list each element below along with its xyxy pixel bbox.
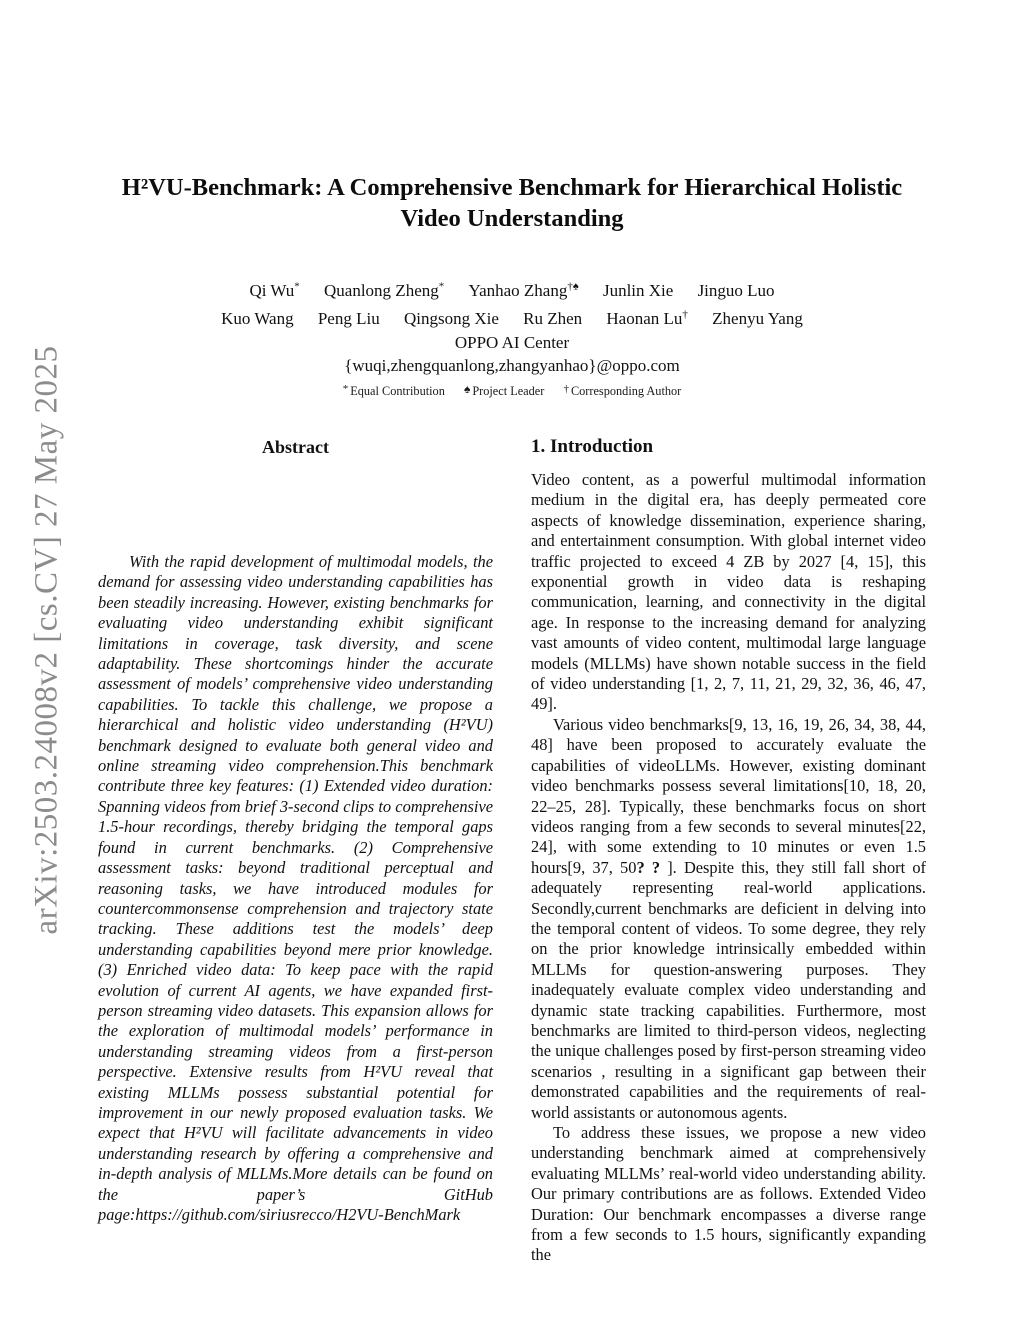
author: Kuo Wang xyxy=(221,309,294,329)
note-corresponding-author: † Corresponding Author xyxy=(563,383,682,399)
author-row-2 xyxy=(0,303,1024,332)
right-column xyxy=(531,436,926,1266)
paper-title-line2: Video Understanding xyxy=(400,205,624,232)
introduction-heading: 1. Introduction xyxy=(531,436,654,457)
author: Zhenyu Yang xyxy=(712,309,803,329)
author: Ru Zhen xyxy=(523,309,583,329)
author: Jinguo Luo xyxy=(697,280,775,300)
missing-reference-marks: ? ? xyxy=(636,857,661,877)
affiliation: OPPO AI Center xyxy=(454,333,570,353)
author-superscript: * xyxy=(294,280,300,292)
author-notes xyxy=(0,381,1024,399)
left-column xyxy=(98,436,493,1266)
author-row-1 xyxy=(0,274,1024,303)
paper-header xyxy=(0,172,1024,399)
author: Haonan Lu† xyxy=(606,308,688,329)
author-block xyxy=(0,274,1024,399)
author: Quanlong Zheng* xyxy=(324,280,445,300)
author: Peng Liu xyxy=(317,309,380,329)
note-equal-contribution: * Equal Contribution xyxy=(342,383,445,399)
author: Junlin Xie xyxy=(602,280,674,300)
author: Yanhao Zhang†♠ xyxy=(468,280,579,300)
paper-title xyxy=(0,172,1024,234)
abstract-text: With the rapid development of multimodal models, the demand for assessing video understanding capabilities has been steadily increasing. However, existing benchmarks for evaluating video understanding exhibit significant limitations in coverage, task diversity, and scene adaptability. These shortcomings hinder the accurate assessment of models’ comprehensive video understanding capabilities. To tackle this challenge, we propose a hierarchical and holistic video understanding (H²VU) benchmark designed to evaluate both general video and online streaming video comprehension.This benchmark contribute three key features: (1) Extended video duration: Spanning videos from brief 3-second clips to comprehensive 1.5-hour recordings, thereby bridging the temporal gaps found in current benchmarks. (2) Comprehensive assessment tasks: beyond traditional perceptual and reasoning tasks, we have introduced modules for countercommonsense comprehension and trajectory state tracking. These additions test the models’ deep understanding capabilities beyond mere prior knowledge. (3) Enriched video data: To keep pace with the rapid evolution of current AI agents, we have expanded first-person streaming video datasets. This expansion allows for the exploration of multimodal models’ performance in understanding streaming videos from a first-person perspective. Extensive results from H²VU reveal that existing MLLMs possess substantial potential for improvement in our newly proposed evaluation tasks. We expect that H²VU will facilitate advancements in video understanding research by offering a comprehensive and in-depth analysis of MLLMs.More details can be found on the paper’s GitHub page:https://github.com/siriusrecco/H2VU-BenchMark xyxy=(98,552,493,1224)
author-superscript: * xyxy=(438,280,445,292)
author: Qingsong Xie xyxy=(403,309,499,329)
contact-email: {wuqi,zhengquanlong,zhangyanhao}@oppo.com xyxy=(344,356,680,376)
author-superscript: † xyxy=(682,308,688,321)
paper-title-line1: H²VU-Benchmark: A Comprehensive Benchmark for Hierarchical Holistic xyxy=(121,174,903,201)
two-column-body xyxy=(98,436,926,1266)
author-superscript: †♠ xyxy=(567,280,579,292)
spade-symbol: ♠ xyxy=(463,382,471,397)
note-project-leader: ♠ Project Leader xyxy=(463,382,545,399)
dagger-symbol: † xyxy=(563,383,569,396)
introduction-paragraph-2: Various video benchmarks[9, 13, 16, 19, 26, 34, 38, 44, 48] have been proposed to accurately evaluate the capabilities of videoLLMs. However, existing dominant video benchmarks possess several limitations[10, 18, 20, 22–25, 28]. Typically, these benchmarks focus on short videos ranging from a few seconds to several minutes[22, 24], with some extending to 10 minutes or even 1.5 hours[9, 37, 50? ? ]. Despite this, they still fall short of adequately representing real-world applications. Secondly,current benchmarks are deficient in delving into the temporal content of videos. To some degree, they rely on the prior knowledge intrinsically embedded within MLLMs for question-answering purposes. They inadequately evaluate complex video understanding and dynamic state tracking capabilities. Furthermore, most benchmarks are limited to third-person videos, neglecting the unique challenges posed by first-person streaming video scenarios , resulting in a significant gap between their demonstrated capabilities and the requirements of real-world assistants or autonomous agents. xyxy=(531,714,926,1122)
author: Qi Wu* xyxy=(249,280,300,300)
introduction-paragraph-3: To address these issues, we propose a new video understanding benchmark aimed at comprehensively evaluating MLLMs’ real-world video understanding ability. Our primary contributions are as follows. Extended Video Duration: Our benchmark encompasses a diverse range from a few seconds to 1.5 hours, significantly expanding the xyxy=(531,1123,926,1265)
arxiv-watermark: arXiv:2503.24008v2 [cs.CV] 27 May 2025 xyxy=(28,345,65,935)
asterisk-symbol: * xyxy=(342,383,349,396)
introduction-paragraph-1: Video content, as a powerful multimodal information medium in the digital era, has deeply permeated core aspects of knowledge dissemination, experience sharing, and entertainment consumption. With global internet video traffic projected to exceed 4 ZB by 2027 [4, 15], this exponential growth in video data is reshaping communication, learning, and connectivity in the digital age. In response to the increasing demand for analyzing vast amounts of video content, multimodal large language models (MLLMs) have shown notable success in the field of video understanding [1, 2, 7, 11, 21, 29, 32, 36, 46, 47, 49]. xyxy=(531,470,926,714)
abstract-heading: Abstract xyxy=(262,437,329,457)
